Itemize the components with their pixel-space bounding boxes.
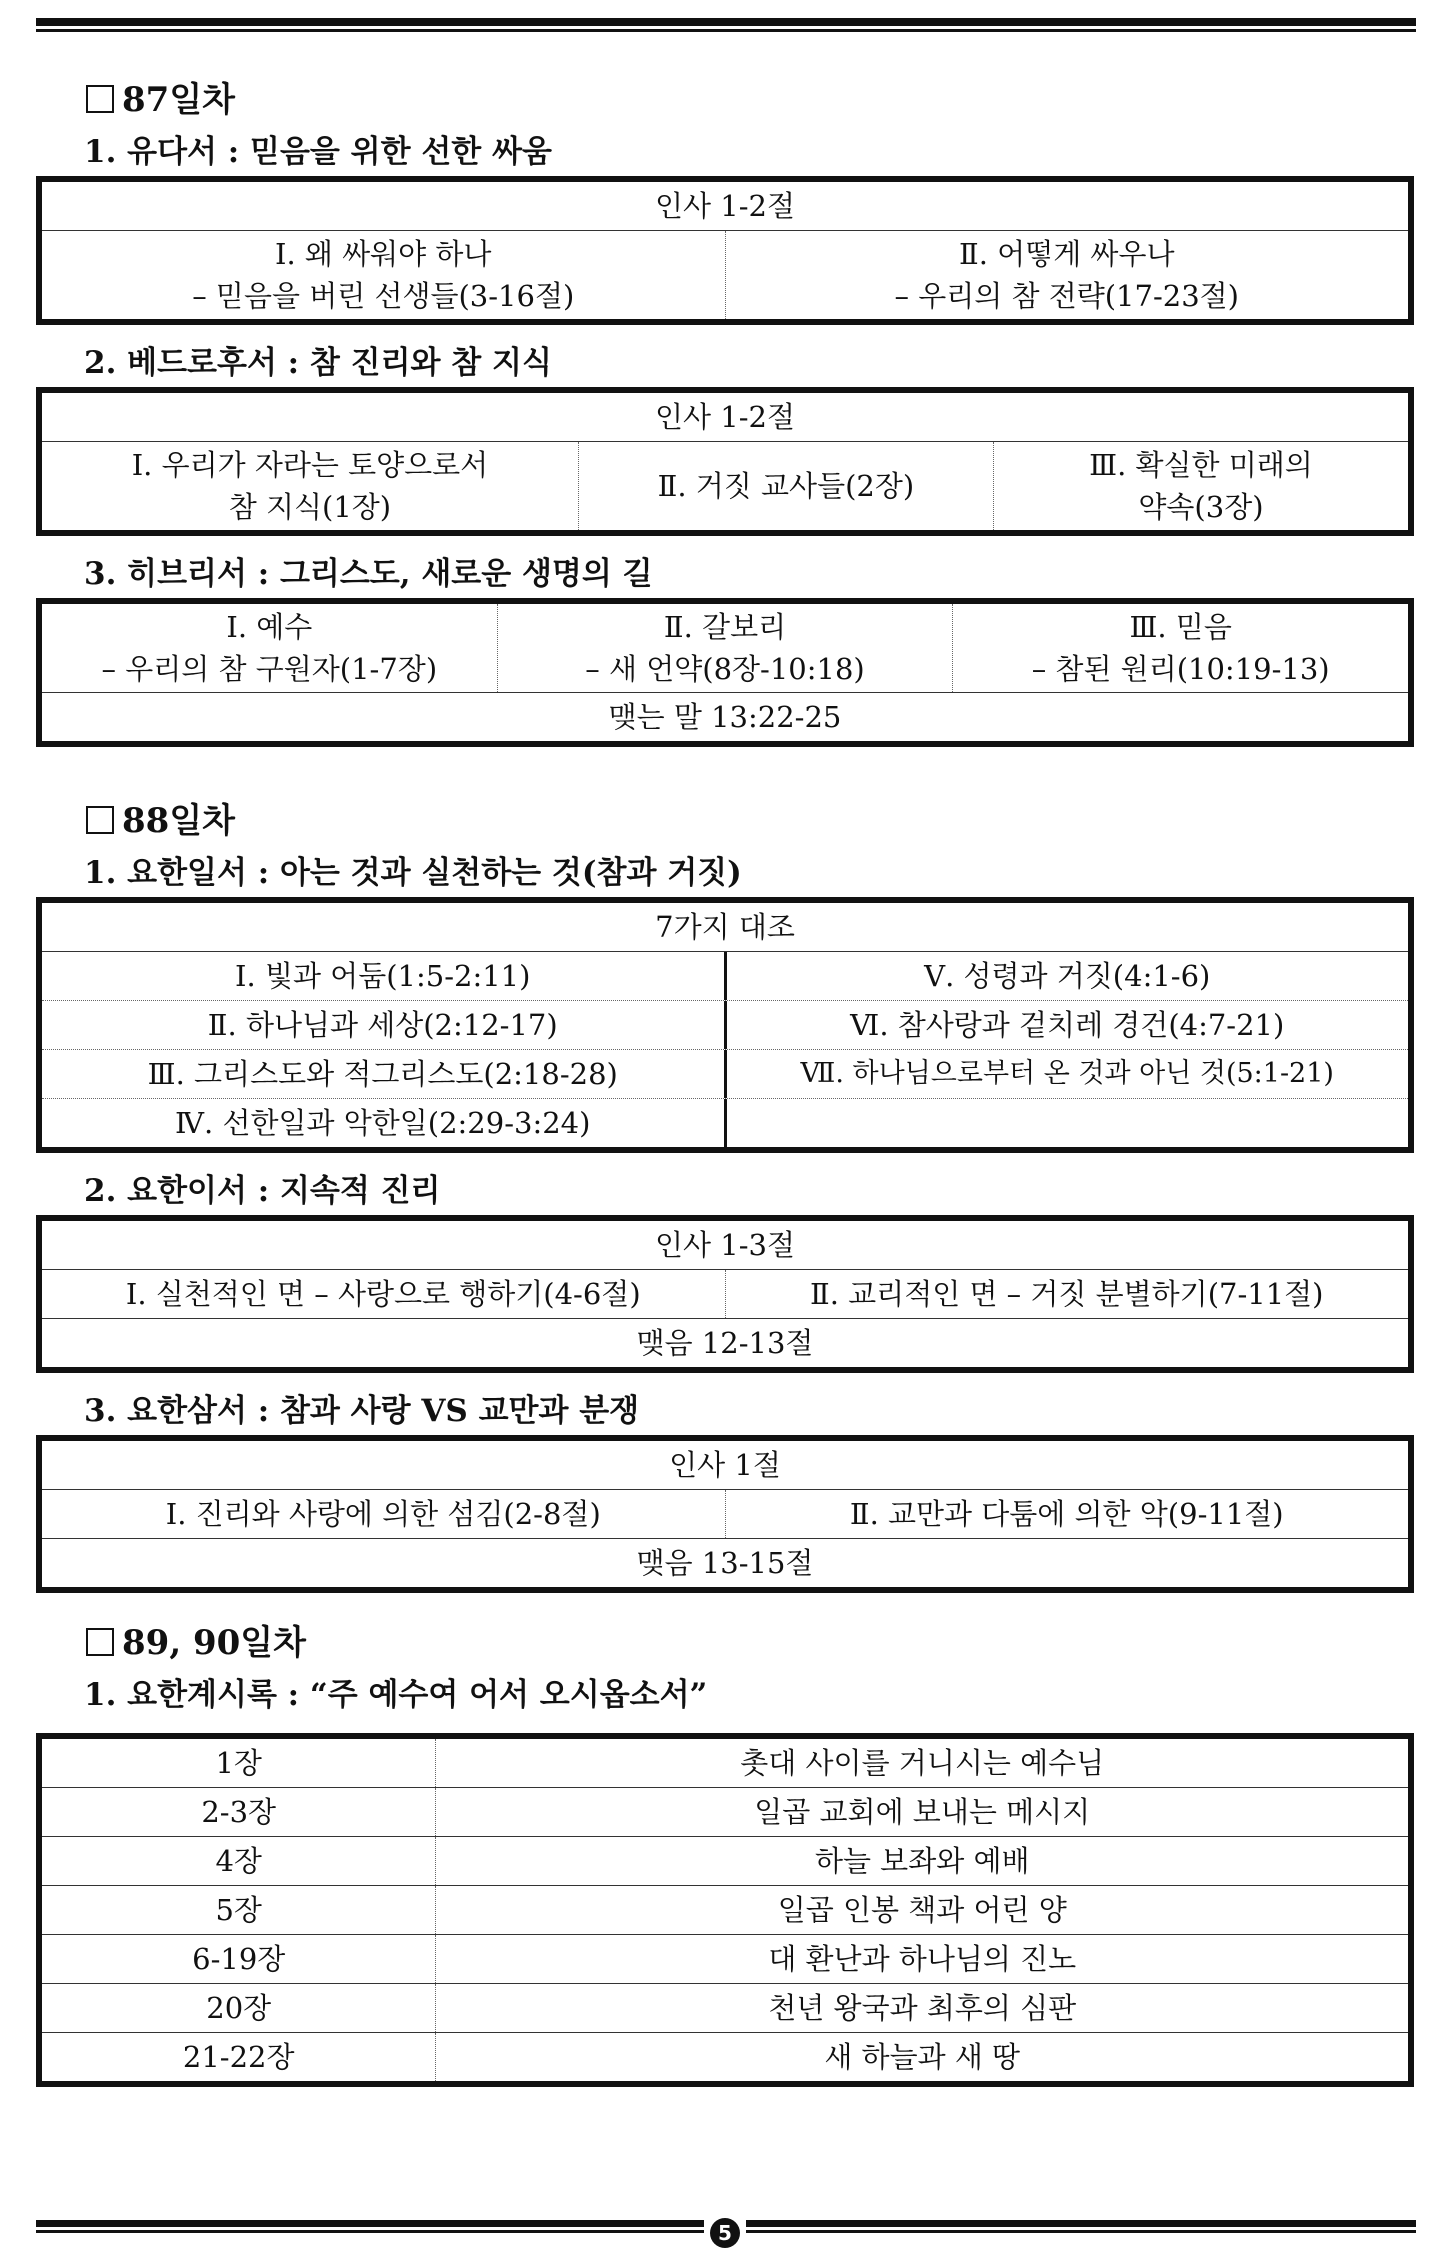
- table-row: [42, 1098, 1408, 1147]
- revelation-chapter: 2-3장: [201, 1795, 277, 1829]
- page-number: 5: [710, 2218, 740, 2248]
- 2john-intro: 인사 1-3절: [655, 1228, 795, 1262]
- 1john-cell-empty: [724, 1099, 1409, 1147]
- 1john-cell: Ⅵ. 참사랑과 겉치레 경건(4:7-21): [724, 1001, 1409, 1049]
- table-row: [42, 1318, 1408, 1367]
- table-row: [42, 1489, 1408, 1538]
- table-row: [42, 604, 1408, 692]
- 3john-part-1: Ⅰ. 진리와 사랑에 의한 섬김(2-8절): [165, 1497, 601, 1531]
- 1john-cell: Ⅱ. 하나님과 세상(2:12-17): [207, 1008, 558, 1042]
- table-row: [42, 393, 1408, 441]
- hebrews-part-3: Ⅲ. 믿음 – 참된 원리(10:19-13): [952, 604, 1408, 692]
- 2peter-title: 2. 베드로후서 : 참 진리와 참 지식: [84, 345, 552, 381]
- table-row: [42, 1787, 1408, 1836]
- revelation-theme: 일곱 교회에 보내는 메시지: [435, 1788, 1408, 1836]
- table-row: [42, 182, 1408, 230]
- 3john-intro: 인사 1절: [669, 1448, 781, 1482]
- 1john-table: [36, 897, 1414, 1153]
- table-row: [42, 903, 1408, 951]
- jude-table: [36, 176, 1414, 325]
- 2peter-intro: 인사 1-2절: [655, 400, 795, 434]
- bottom-rule: [36, 2218, 1416, 2245]
- top-rule: [36, 18, 1416, 32]
- 2john-part-2: Ⅱ. 교리적인 면 – 거짓 분별하기(7-11절): [725, 1270, 1409, 1318]
- revelation-theme: 촛대 사이를 거니시는 예수님: [435, 1739, 1408, 1787]
- revelation-chapter: 21-22장: [182, 2040, 295, 2074]
- revelation-chapter: 1장: [215, 1746, 262, 1780]
- 3john-closing: 맺음 13-15절: [636, 1546, 814, 1580]
- 1john-cell: Ⅴ. 성령과 거짓(4:1-6): [724, 952, 1409, 1000]
- table-row: [42, 1836, 1408, 1885]
- jude-intro: 인사 1-2절: [655, 189, 795, 223]
- table-row: [42, 692, 1408, 741]
- revelation-theme: 하늘 보좌와 예배: [435, 1837, 1408, 1885]
- 2john-closing: 맺음 12-13절: [636, 1326, 814, 1360]
- revelation-theme: 천년 왕국과 최후의 심판: [435, 1984, 1408, 2032]
- table-row: [42, 1538, 1408, 1587]
- 1john-cell: Ⅳ. 선한일과 악한일(2:29-3:24): [175, 1106, 591, 1140]
- table-row: [42, 1885, 1408, 1934]
- hebrews-table: [36, 598, 1414, 747]
- 2peter-part-1: Ⅰ. 우리가 자라는 토양으로서 참 지식(1장): [131, 448, 489, 524]
- table-row: [42, 1049, 1408, 1098]
- 1john-cell: Ⅲ. 그리스도와 적그리스도(2:18-28): [147, 1057, 618, 1091]
- checkbox-square-icon: [86, 806, 114, 834]
- table-row: [42, 1983, 1408, 2032]
- jude-title: 1. 유다서 : 믿음을 위한 선한 싸움: [84, 134, 552, 170]
- 2peter-part-3: Ⅲ. 확실한 미래의 약속(3장): [993, 442, 1408, 530]
- revelation-theme: 새 하늘과 새 땅: [435, 2033, 1408, 2081]
- checkbox-square-icon: [86, 1628, 114, 1656]
- revelation-chapter: 6-19장: [192, 1942, 286, 1976]
- 2john-part-1: Ⅰ. 실천적인 면 – 사랑으로 행하기(4-6절): [125, 1277, 641, 1311]
- 2john-title: 2. 요한이서 : 지속적 진리: [84, 1173, 441, 1209]
- table-row: [42, 1000, 1408, 1049]
- 1john-cell: Ⅰ. 빛과 어둠(1:5-2:11): [235, 959, 531, 993]
- day-87-heading: 87일차: [36, 72, 1414, 128]
- 1john-header: 7가지 대조: [655, 910, 795, 944]
- revelation-title: 1. 요한계시록 : “주 예수여 어서 오시옵소서”: [84, 1677, 708, 1713]
- 1john-title: 1. 요한일서 : 아는 것과 실천하는 것(참과 거짓): [84, 855, 742, 891]
- day-89-90-heading: 89, 90일차: [36, 1615, 1414, 1671]
- revelation-chapter: 5장: [215, 1893, 262, 1927]
- revelation-chapter: 20장: [206, 1991, 272, 2025]
- table-row: [42, 951, 1408, 1000]
- revelation-theme: 일곱 인봉 책과 어린 양: [435, 1886, 1408, 1934]
- table-row: [42, 230, 1408, 319]
- table-row: [42, 1441, 1408, 1489]
- table-row: [42, 1739, 1408, 1787]
- 2peter-part-2: Ⅱ. 거짓 교사들(2장): [578, 442, 993, 530]
- 3john-table: [36, 1435, 1414, 1593]
- revelation-chapter: 4장: [215, 1844, 262, 1878]
- table-row: [42, 1269, 1408, 1318]
- 2peter-table: [36, 387, 1414, 536]
- revelation-theme: 대 환난과 하나님의 진노: [435, 1935, 1408, 1983]
- hebrews-part-2: Ⅱ. 갈보리 – 새 언약(8장-10:18): [497, 604, 953, 692]
- hebrews-closing: 맺는 말 13:22-25: [608, 700, 842, 734]
- day-88-heading: 88일차: [36, 793, 1414, 849]
- checkbox-square-icon: [86, 85, 114, 113]
- jude-part-2: Ⅱ. 어떻게 싸우나 – 우리의 참 전략(17-23절): [725, 231, 1409, 319]
- jude-part-1: Ⅰ. 왜 싸워야 하나 – 믿음을 버린 선생들(3-16절): [192, 237, 575, 313]
- hebrews-part-1: Ⅰ. 예수 – 우리의 참 구원자(1-7장): [101, 610, 438, 686]
- 3john-title: 3. 요한삼서 : 참과 사랑 VS 교만과 분쟁: [84, 1393, 640, 1429]
- table-row: [42, 2032, 1408, 2081]
- table-row: [42, 1221, 1408, 1269]
- table-row: [42, 441, 1408, 530]
- revelation-table: [36, 1733, 1414, 2087]
- 3john-part-2: Ⅱ. 교만과 다툼에 의한 악(9-11절): [725, 1490, 1409, 1538]
- 2john-table: [36, 1215, 1414, 1373]
- table-row: [42, 1934, 1408, 1983]
- 1john-cell: Ⅶ. 하나님으로부터 온 것과 아닌 것(5:1-21): [724, 1050, 1409, 1098]
- page-content: [36, 72, 1414, 2087]
- hebrews-title: 3. 히브리서 : 그리스도, 새로운 생명의 길: [84, 556, 653, 592]
